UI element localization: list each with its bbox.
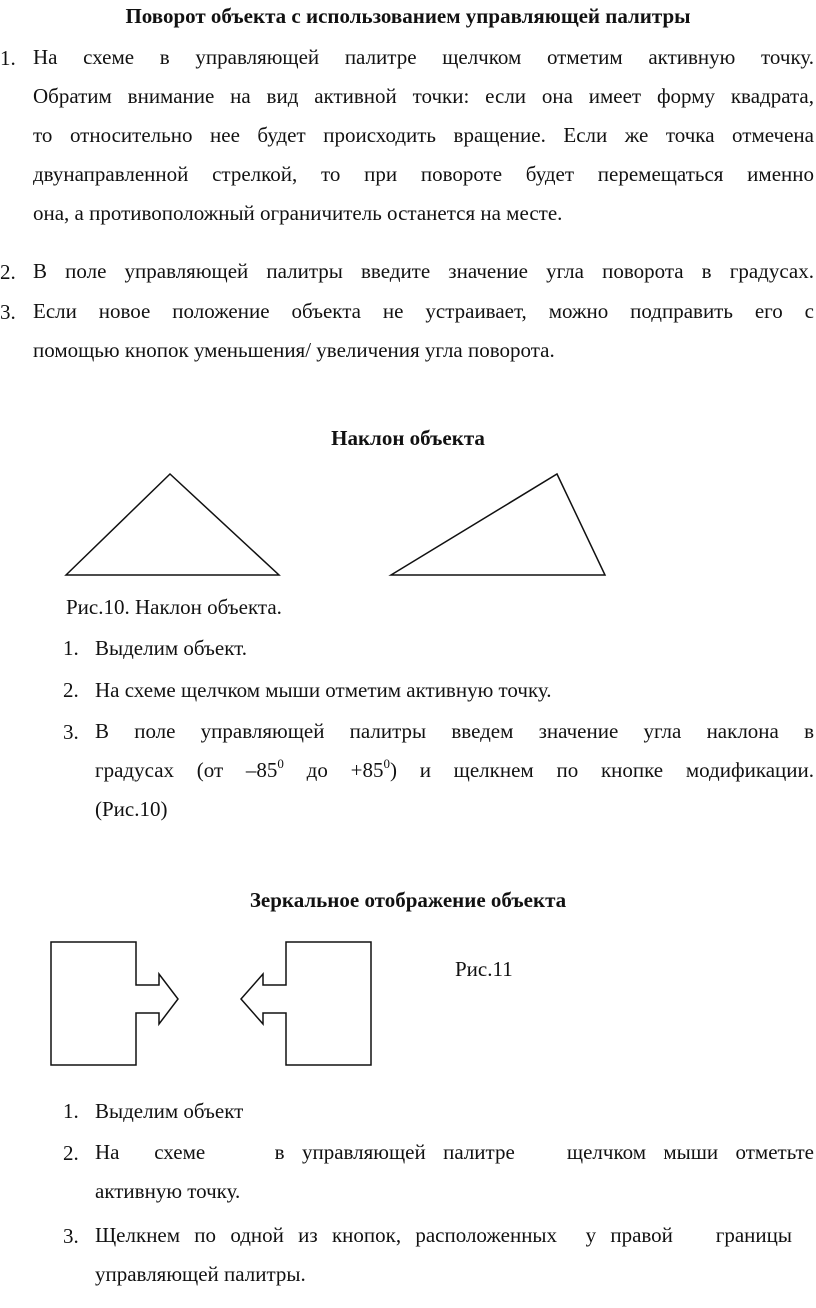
degree-superscript: 0 [383,756,390,771]
list-number: 1. [0,46,16,70]
figure-caption: Рис.10. Наклон объекта. [66,595,282,619]
triangle-original [66,474,279,575]
text-line [95,751,814,790]
list-item-text [95,712,814,829]
text-line: В поле управляющей палитры введите значение угла поворота в градусах. [33,259,814,283]
section-title-skew: Наклон объекта [331,426,485,450]
text-line: то относительно нее будет происходить вращение. Если же точка отмечена [33,123,814,147]
text-line: На схеме в управляющей палитре щелчком мыши отметьте [95,1140,814,1164]
text-line: (Рис.10) [95,797,168,821]
list-number: 2. [63,678,79,702]
text-line: Если новое положение объекта не устраивает, можно подправить его с [33,299,814,323]
list-item-text [95,1133,814,1211]
skew-figure [0,460,816,600]
text-fragment: до +85 [283,758,384,782]
list-number: 3. [63,1224,79,1248]
text-line: Щелкнем по одной из кнопок, расположенных у правой границы [95,1223,792,1247]
section-title-rotation: Поворот объекта с использованием управляющей палитры [125,4,691,28]
figure-caption: Рис.11 [455,957,513,981]
list-item-text: Выделим объект. [95,636,247,660]
list-number: 1. [63,636,79,660]
section-title-mirror: Зеркальное отображение объекта [249,888,567,912]
list-item-text [33,38,814,233]
list-number: 2. [63,1141,79,1165]
mirror-figure [0,930,400,1070]
triangle-skewed [391,474,605,575]
list-item-text: На схеме щелчком мыши отметим активную точку. [95,678,552,702]
list-item-text [33,252,814,291]
text-fragment: градусах (от –85 [95,758,278,782]
list-number: 2. [0,260,16,284]
list-item-text [95,1216,792,1294]
list-number: 1. [63,1099,79,1123]
text-line: В поле управляющей палитры введем значение угла наклона в [95,719,814,743]
text-line: управляющей палитры. [95,1262,306,1286]
list-number: 3. [63,720,79,744]
list-item-text: Выделим объект [95,1099,244,1123]
text-line: помощью кнопок уменьшения/ увеличения угла поворота. [33,338,555,362]
text-line: На схеме в управляющей палитре щелчком отметим активную точку. [33,45,814,69]
text-line: двунаправленной стрелкой, то при повороте будет перемещаться именно [33,162,814,186]
shape-original [51,942,178,1065]
text-line: активную точку. [95,1179,241,1203]
text-fragment: ) и щелкнем по кнопке модификации. [389,758,814,782]
text-line: Обратим внимание на вид активной точки: если она имеет форму квадрата, [33,84,814,108]
degree-superscript: 0 [277,756,284,771]
text-line: она, а противоположный ограничитель останется на месте. [33,201,563,225]
list-number: 3. [0,300,16,324]
list-item-text [33,292,814,370]
shape-mirrored [241,942,371,1065]
